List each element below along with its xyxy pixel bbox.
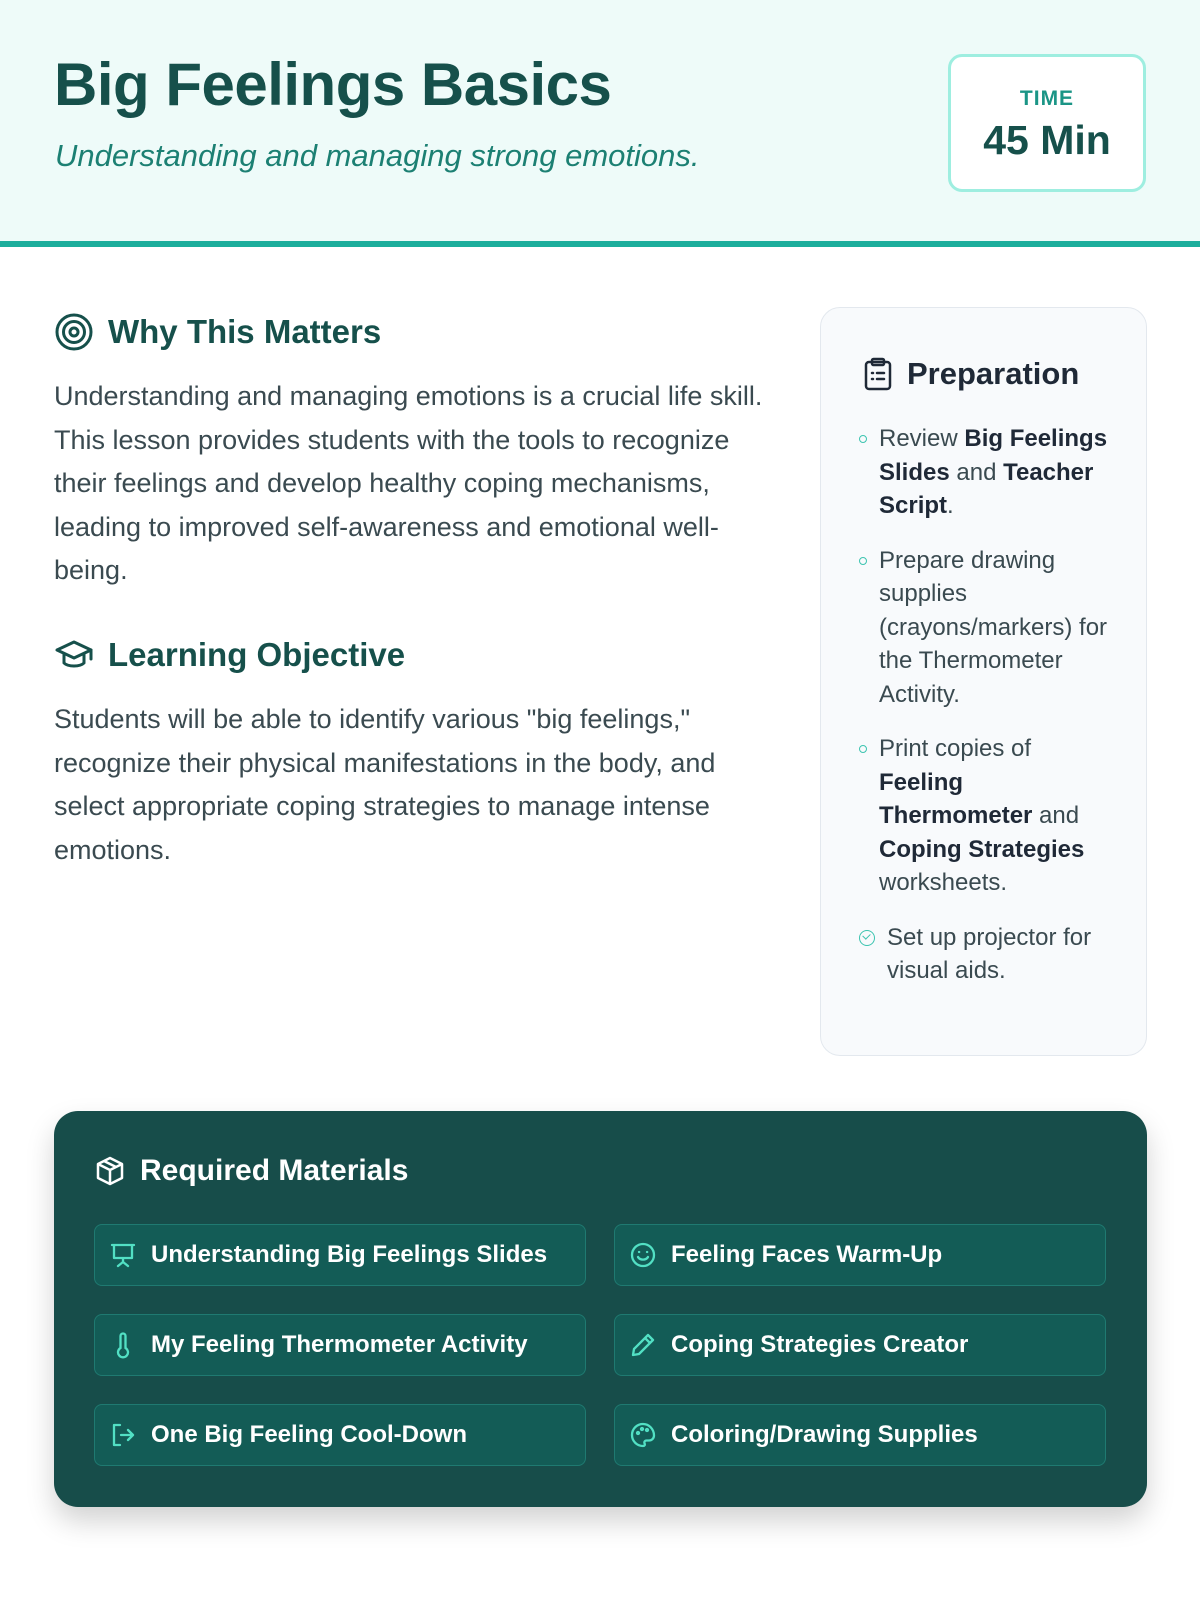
preparation-heading: Preparation	[907, 356, 1080, 391]
preparation-item	[859, 732, 1121, 900]
preparation-item-text	[887, 921, 1121, 988]
target-icon	[54, 312, 94, 352]
material-item-label: Feeling Faces Warm-Up	[671, 1241, 943, 1268]
preparation-list	[859, 422, 1121, 1009]
objective-heading: Learning Objective	[108, 636, 406, 673]
thermometer-icon	[109, 1331, 137, 1359]
bullet-icon	[859, 435, 867, 443]
smile-icon	[629, 1241, 657, 1269]
preparation-item-segment: .	[947, 492, 954, 519]
preparation-heading-row	[863, 356, 1079, 392]
material-item[interactable]	[614, 1404, 1106, 1466]
material-item-label: Understanding Big Feelings Slides	[151, 1241, 548, 1268]
check-circle-icon	[859, 930, 875, 946]
presentation-icon	[109, 1241, 137, 1269]
preparation-item-bold: Big Feelings Slides	[879, 425, 1108, 486]
pencil-icon	[629, 1331, 657, 1359]
preparation-item	[859, 544, 1121, 712]
preparation-item-bold: Coping Strategies	[879, 835, 1085, 863]
material-item-label: One Big Feeling Cool-Down	[151, 1421, 467, 1448]
package-icon	[94, 1155, 126, 1187]
materials-heading-row	[94, 1154, 408, 1188]
preparation-item-text	[879, 422, 1121, 523]
preparation-item-segment: and	[1032, 802, 1080, 829]
lesson-header	[0, 0, 1200, 247]
preparation-item	[859, 921, 1121, 988]
preparation-item-segment: Set up projector for visual aids.	[887, 923, 1092, 984]
bullet-icon	[859, 557, 867, 565]
preparation-item-text	[879, 544, 1121, 712]
material-item[interactable]	[614, 1224, 1106, 1286]
objective-text: Students will be able to identify various "big feelings," recognize their physical manifestations in the body, and select appropriate coping strategies to manage intense emotions.	[54, 704, 716, 865]
preparation-item-segment: and	[949, 458, 1004, 486]
preparation-item-segment: Prepare drawing supplies (crayons/markers) for the Thermometer Activity.	[879, 546, 1108, 708]
palette-icon	[629, 1421, 657, 1449]
material-item[interactable]	[94, 1314, 586, 1376]
preparation-item-segment: Print copies of	[879, 735, 1032, 762]
time-badge	[948, 54, 1146, 192]
exit-icon	[109, 1421, 137, 1449]
page-title: Big Feelings Basics	[54, 51, 612, 118]
why-text: Understanding and managing emotions is a crucial life skill. This lesson provides students with the tools to recognize their feelings and develop healthy coping mechanisms, leading to improved self-awareness and emotional well-being.	[54, 381, 763, 585]
preparation-item-bold: Teacher Script	[879, 458, 1094, 519]
preparation-item-bold: Feeling Thermometer	[879, 768, 1033, 829]
why-heading: Why This Matters	[108, 313, 382, 350]
page-subtitle: Understanding and managing strong emotions.	[55, 138, 700, 173]
preparation-item-segment: worksheets.	[879, 869, 1008, 896]
material-item[interactable]	[94, 1404, 586, 1466]
objective-heading-row	[54, 635, 405, 675]
preparation-card	[820, 307, 1147, 1056]
material-item-label: Coloring/Drawing Supplies	[671, 1421, 978, 1448]
graduation-cap-icon	[54, 635, 94, 675]
preparation-item-text	[879, 732, 1121, 900]
why-heading-row	[54, 312, 381, 352]
material-item[interactable]	[614, 1314, 1106, 1376]
material-item[interactable]	[94, 1224, 586, 1286]
material-item-label: My Feeling Thermometer Activity	[151, 1331, 528, 1358]
preparation-item	[859, 422, 1121, 523]
materials-panel	[54, 1111, 1147, 1507]
time-label: TIME	[1019, 87, 1075, 110]
materials-heading: Required Materials	[140, 1154, 409, 1187]
clipboard-icon	[863, 357, 893, 391]
bullet-icon	[859, 745, 867, 753]
time-value: 45 Min	[983, 117, 1111, 163]
preparation-item-segment: Review	[879, 425, 965, 452]
material-item-label: Coping Strategies Creator	[671, 1331, 969, 1358]
